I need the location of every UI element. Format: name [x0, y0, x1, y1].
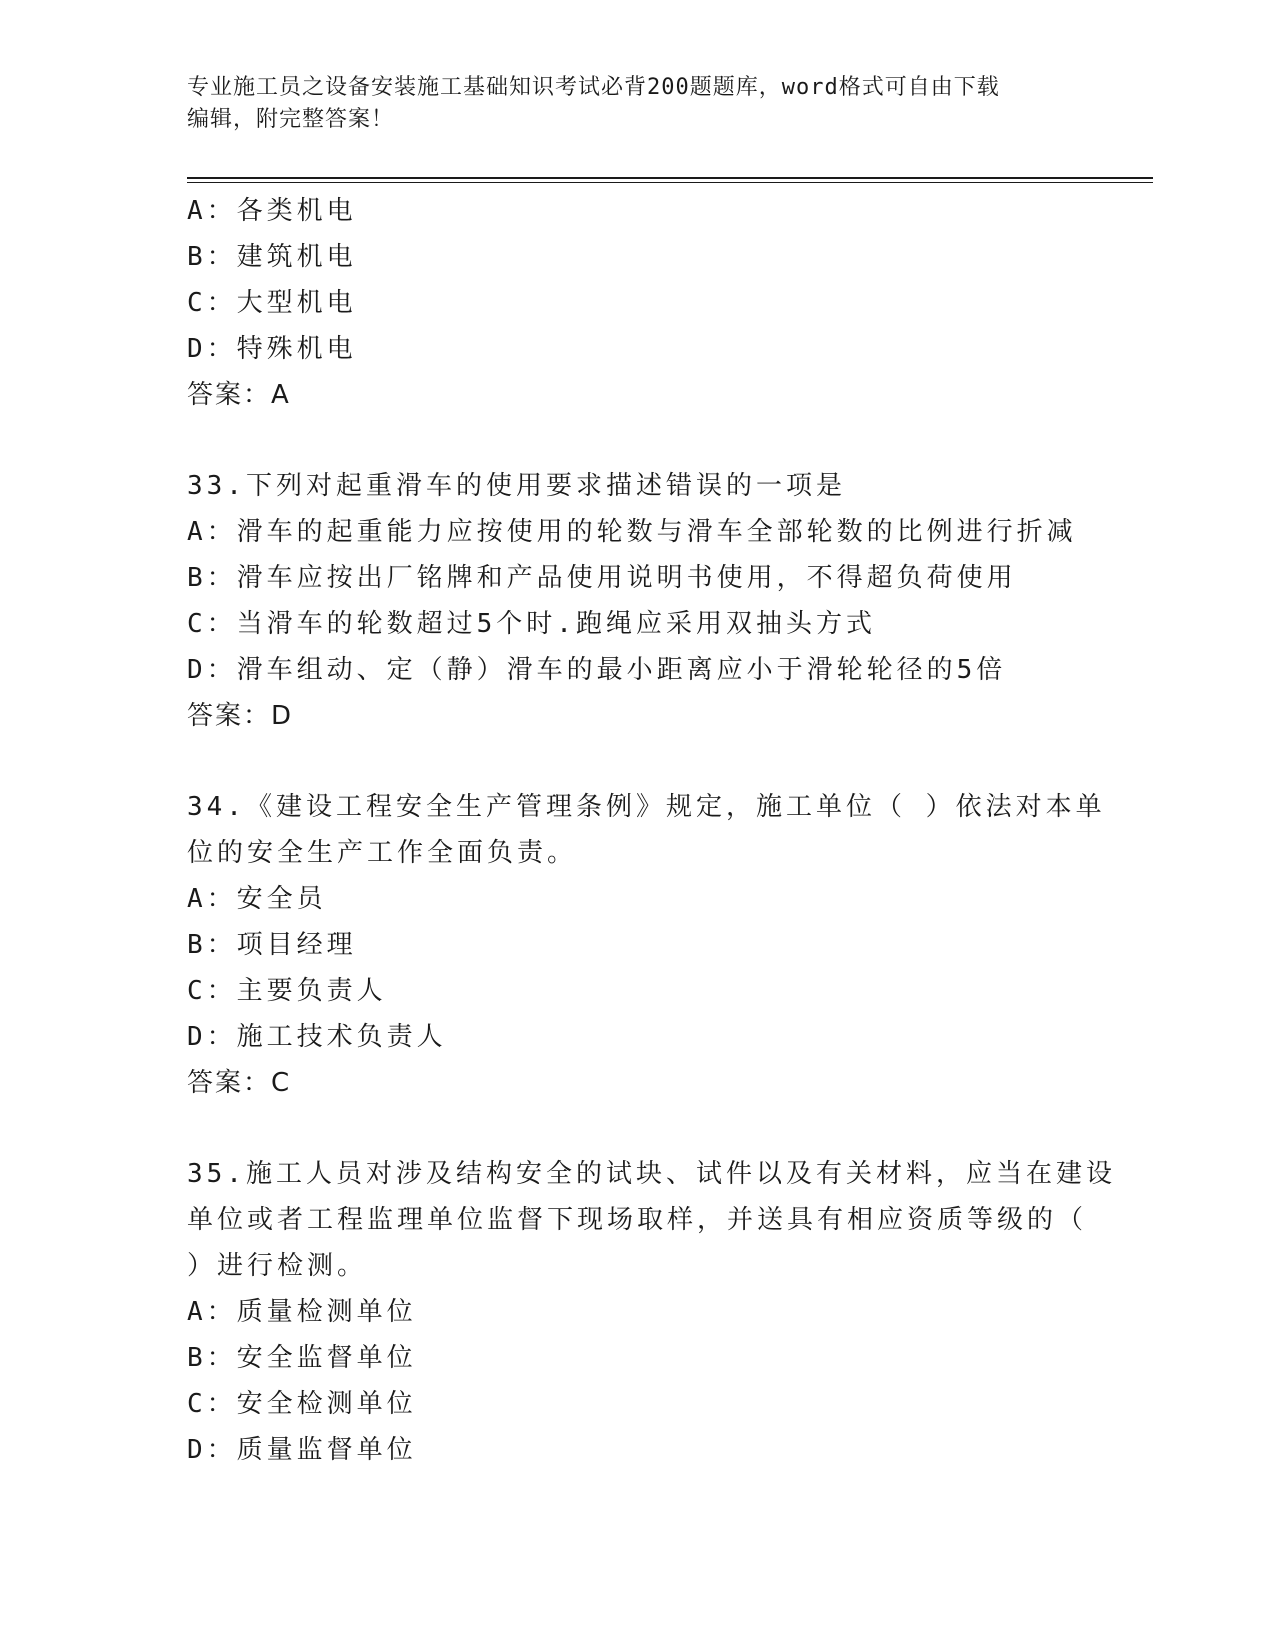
header-line-2: 编辑，附完整答案！: [187, 107, 395, 132]
question-text-line-1: 35.施工人员对涉及结构安全的试块、试件以及有关材料，应当在建设: [187, 1159, 1116, 1189]
document-header: [187, 72, 1067, 136]
option-a: A：安全员: [187, 884, 327, 914]
answer: 答案：A: [187, 380, 291, 410]
question-34: [187, 784, 1106, 1106]
question-33: [187, 463, 1087, 739]
option-b: B：安全监督单位: [187, 1343, 417, 1373]
option-d: D：施工技术负责人: [187, 1022, 447, 1052]
question-text-line-2: 单位或者工程监理单位监督下现场取样，并送具有相应资质等级的（: [187, 1205, 1088, 1235]
option-a: A：滑车的起重能力应按使用的轮数与滑车全部轮数的比例进行折减: [187, 517, 1077, 547]
answer: 答案：C: [187, 1068, 292, 1098]
answer: 答案：D: [187, 701, 294, 731]
question-gap: [187, 1106, 1087, 1151]
option-b: B：滑车应按出厂铭牌和产品使用说明书使用，不得超负荷使用: [187, 563, 1017, 593]
header-divider-thin: [187, 182, 1153, 183]
option-a: A：各类机电: [187, 196, 357, 226]
option-a: A：质量检测单位: [187, 1297, 417, 1327]
option-c: C：当滑车的轮数超过5个时.跑绳应采用双抽头方式: [187, 609, 876, 639]
option-d: D：特殊机电: [187, 334, 357, 364]
option-d: D：滑车组动、定（静）滑车的最小距离应小于滑轮轮径的5倍: [187, 655, 1007, 685]
header-divider-thick: [187, 177, 1153, 179]
option-d: D：质量监督单位: [187, 1435, 417, 1465]
question-gap: [187, 739, 1087, 784]
question-text: 33.下列对起重滑车的使用要求描述错误的一项是: [187, 471, 846, 501]
option-c: C：安全检测单位: [187, 1389, 417, 1419]
question-gap: [187, 418, 1087, 463]
question-text-line-1: 34.《建设工程安全生产管理条例》规定，施工单位（ ）依法对本单: [187, 792, 1106, 822]
question-list: [187, 188, 1116, 1473]
option-c: C：主要负责人: [187, 976, 387, 1006]
header-line-1: 专业施工员之设备安装施工基础知识考试必背200题题库，word格式可自由下载: [187, 75, 1000, 100]
question-text-line-2: 位的安全生产工作全面负责。: [187, 838, 578, 868]
question-35: [187, 1151, 1116, 1473]
option-b: B：项目经理: [187, 930, 357, 960]
question-text-line-3: ）进行检测。: [187, 1251, 368, 1281]
question-32: [187, 188, 1087, 418]
option-b: B：建筑机电: [187, 242, 357, 272]
option-c: C：大型机电: [187, 288, 357, 318]
